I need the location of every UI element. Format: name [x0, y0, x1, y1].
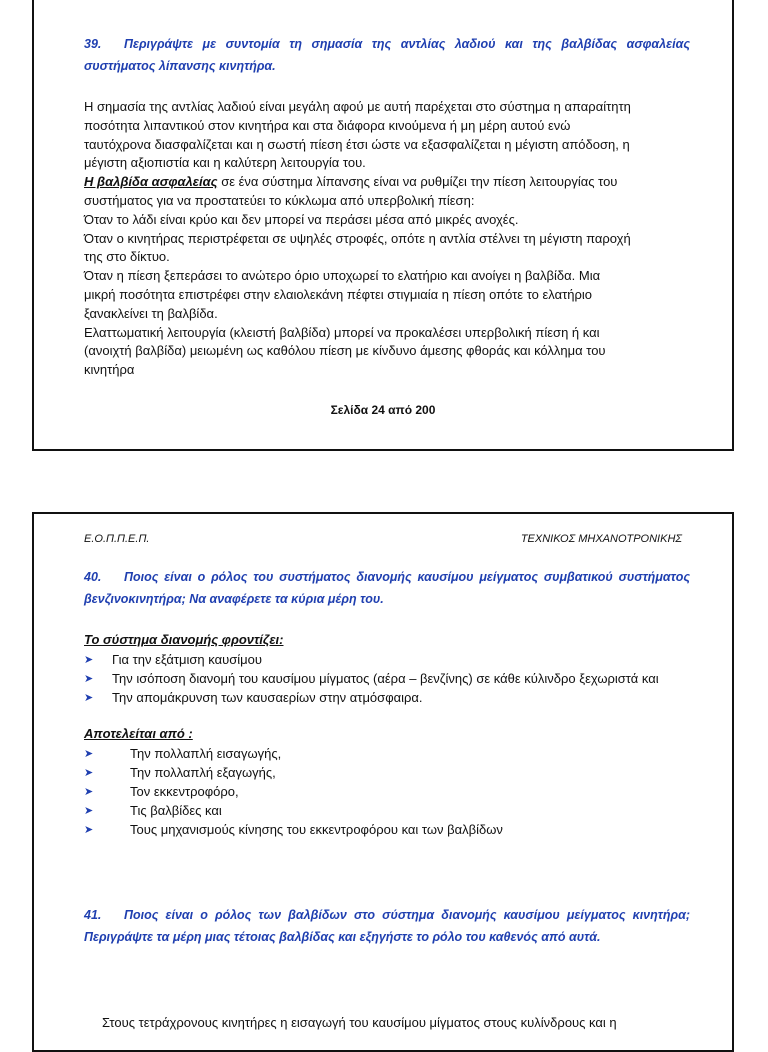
page-24	[32, 0, 734, 451]
header-left: Ε.Ο.Π.Π.Ε.Π.	[84, 533, 150, 545]
question-number: 41.	[84, 908, 102, 922]
question-39	[84, 34, 690, 77]
answer-line: μέγιστη αξιοπιστία και η καλύτερη λειτουργία του.	[84, 155, 366, 171]
list-item: ➤ Τις βαλβίδες και	[84, 802, 704, 821]
components-list	[84, 745, 704, 840]
arrow-bullet-icon: ➤	[84, 823, 94, 836]
valve-line: Ελαττωματική λειτουργία (κλειστή βαλβίδα) μπορεί να προκαλέσει υπερβολική πίεση ή και	[84, 324, 600, 340]
answer-line: ταυτόχρονα διασφαλίζεται και η σωστή πίεση έτσι ώστε να εξασφαλίζεται η μέγιστη απόδοση, η	[84, 136, 630, 152]
page-number: Σελίδα 24 από 200	[330, 403, 436, 417]
arrow-bullet-icon: ➤	[84, 804, 94, 817]
arrow-bullet-icon: ➤	[84, 785, 94, 798]
distribution-list	[84, 651, 704, 708]
valve-line: μικρή ποσότητα επιστρέφει στην ελαιολεκάνη πέφτει στιγμιαία η πίεση οπότε το ελατήριο	[84, 286, 592, 302]
valve-line: της στο δίκτυο.	[84, 249, 170, 265]
page-25	[32, 512, 734, 1052]
valve-line: κινητήρα	[84, 362, 135, 378]
arrow-bullet-icon: ➤	[84, 672, 94, 685]
section-heading: Το σύστημα διανομής φροντίζει:	[84, 632, 284, 647]
question-40	[84, 567, 690, 610]
valve-label: Η βαλβίδα ασφαλείας	[84, 174, 218, 190]
valve-line: συστήματος για να προστατεύει το κύκλωμα από υπερβολική πίεση:	[84, 192, 475, 208]
arrow-bullet-icon: ➤	[84, 691, 94, 704]
list-item: ➤ Για την εξάτμιση καυσίμου	[84, 651, 704, 670]
question-41	[84, 905, 690, 948]
valve-line: Όταν το λάδι είναι κρύο και δεν μπορεί να περάσει μέσα από μικρές ανοχές.	[84, 211, 519, 227]
valve-paragraph-line	[84, 173, 694, 192]
arrow-bullet-icon: ➤	[84, 654, 94, 666]
valve-text: σε ένα σύστημα λίπανσης είναι να ρυθμίζει την πίεση λειτουργίας του	[217, 174, 618, 190]
question-number: 39.	[84, 37, 102, 51]
list-item: ➤ Την πολλαπλή εξαγωγής,	[84, 764, 704, 783]
valve-line: Όταν η πίεση ξεπεράσει το ανώτερο όριο υποχωρεί το ελατήριο και ανοίγει η βαλβίδα. Μια	[84, 268, 601, 284]
page-header	[84, 533, 682, 545]
answer-line: ποσότητα λιπαντικού στον κινητήρα και στα διάφορα κινούμενα ή μη μέρη αυτού ενώ	[84, 117, 571, 133]
arrow-bullet-icon: ➤	[84, 748, 94, 760]
list-item: ➤ Τους μηχανισμούς κίνησης του εκκεντροφόρου και των βαλβίδων	[84, 821, 704, 840]
list-item: ➤ Τον εκκεντροφόρο,	[84, 783, 704, 802]
question-text: Περιγράψτε με συντομία τη σημασία της αντλίας λαδιού και της βαλβίδας ασφαλείας συστήματος λίπανσης κινητήρα.	[84, 37, 690, 73]
arrow-bullet-icon: ➤	[84, 766, 94, 779]
answer-39	[84, 98, 694, 380]
list-item: ➤ Την ισόποση διανομή του καυσίμου μίγματος (αέρα – βενζίνης) σε κάθε κύλινδρο ξεχωριστά και	[84, 670, 704, 689]
list-item: ➤ Την πολλαπλή εισαγωγής,	[84, 745, 704, 764]
list-item: ➤ Την απομάκρυνση των καυσαερίων στην ατμόσφαιρα.	[84, 689, 704, 708]
question-text: Ποιος είναι ο ρόλος του συστήματος διανομής καυσίμου μείγματος συμβατικού συστήματος βενζινοκινητήρα; Να αναφέρετε τα κύρια μέρη του.	[84, 570, 690, 606]
valve-line: (ανοιχτή βαλβίδα) μειωμένη ως καθόλου πίεση με κίνδυνο άμεσης φθοράς και κόλλημα του	[84, 343, 606, 359]
section-heading: Αποτελείται από :	[84, 726, 193, 741]
answer-41-first-line: Στους τετράχρονους κινητήρες η εισαγωγή του καυσίμου μίγματος στους κυλίνδρους και η	[102, 1015, 617, 1030]
question-number: 40.	[84, 570, 102, 584]
header-right: ΤΕΧΝΙΚΟΣ ΜΗΧΑΝΟΤΡΟΝΙΚΗΣ	[520, 533, 682, 545]
answer-line: Η σημασία της αντλίας λαδιού είναι μεγάλη αφού με αυτή παρέχεται στο σύστημα η απαραίτητη	[84, 99, 631, 114]
valve-line: Όταν ο κινητήρας περιστρέφεται σε υψηλές στροφές, οπότε η αντλία στέλνει τη μέγιστη παροχή	[84, 230, 631, 246]
valve-line: ξανακλείνει τη βαλβίδα.	[84, 305, 218, 321]
question-text: Ποιος είναι ο ρόλος των βαλβίδων στο σύστημα διανομής καυσίμου μείγματος κινητήρα; Περιγράψτε τα μέρη μιας τέτοιας βαλβίδας και εξηγήστε το ρόλο του καθενός από αυτά.	[84, 908, 690, 944]
